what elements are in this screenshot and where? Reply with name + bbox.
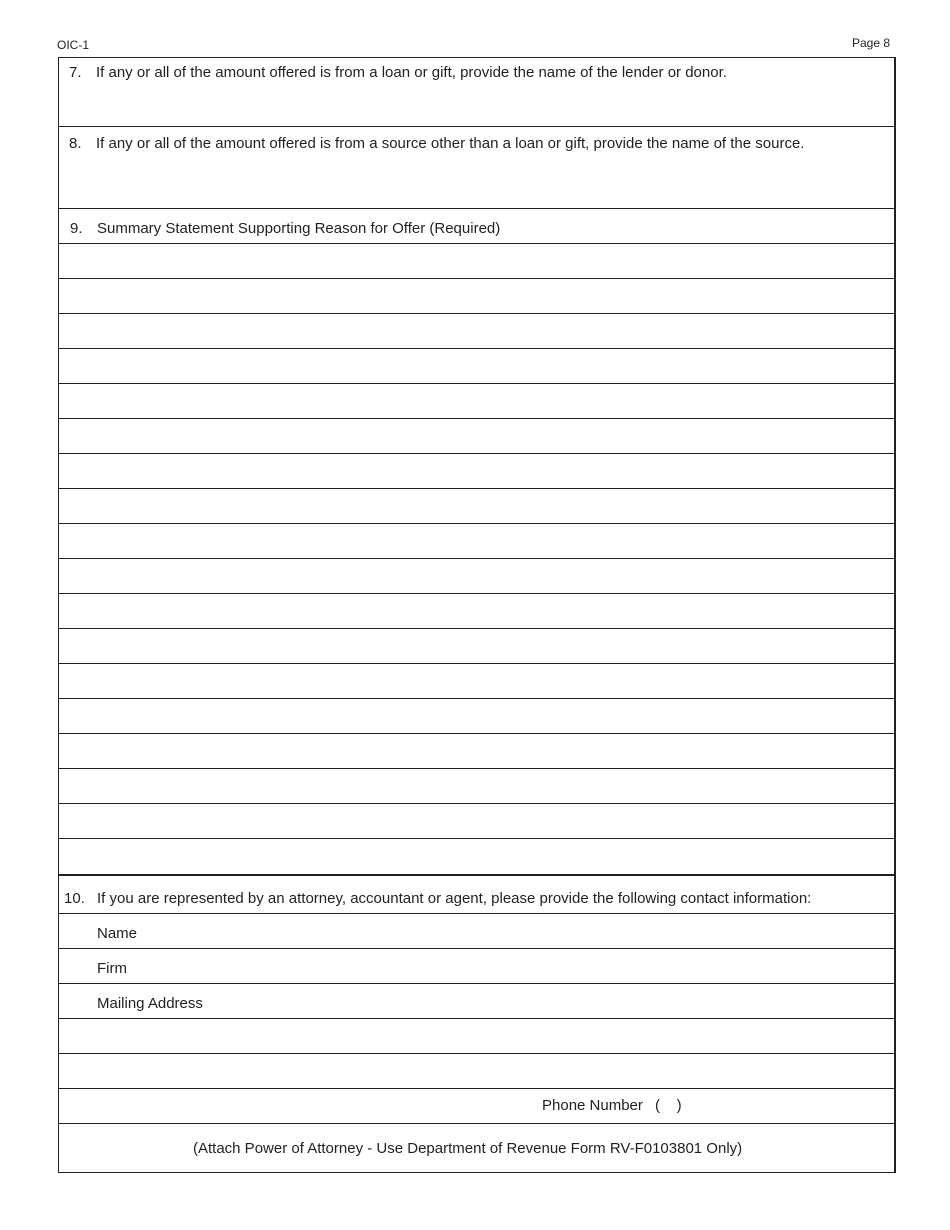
summary-line[interactable]	[59, 419, 894, 453]
summary-line[interactable]	[59, 699, 894, 733]
summary-line[interactable]	[59, 489, 894, 523]
rep-firm-field[interactable]	[59, 949, 894, 983]
q10-text: If you are represented by an attorney, accountant or agent, please provide the following contact information:	[97, 890, 812, 907]
rep-phone-field[interactable]	[689, 1089, 894, 1123]
summary-line[interactable]	[59, 244, 894, 278]
power-of-attorney-note: (Attach Power of Attorney - Use Department of Revenue Form RV-F0103801 Only)	[193, 1140, 743, 1157]
summary-line[interactable]	[59, 559, 894, 593]
q10-number: 10.	[64, 890, 85, 907]
summary-line[interactable]	[59, 804, 894, 838]
summary-line[interactable]	[59, 839, 894, 873]
summary-line[interactable]	[59, 734, 894, 768]
q7-text: If any or all of the amount offered is from a loan or gift, provide the name of the lender or donor.	[96, 64, 727, 81]
name-label: Name	[97, 925, 138, 942]
summary-line[interactable]	[59, 769, 894, 803]
q9-number: 9.	[70, 220, 83, 237]
rep-address-line[interactable]	[59, 1054, 894, 1088]
mailing-address-label: Mailing Address	[97, 995, 203, 1012]
divider	[59, 126, 894, 127]
summary-line[interactable]	[59, 629, 894, 663]
summary-line[interactable]	[59, 664, 894, 698]
q8-number: 8.	[69, 135, 82, 152]
form-table	[58, 57, 896, 1173]
firm-label: Firm	[97, 960, 127, 977]
q8-answer-field[interactable]	[59, 155, 894, 208]
summary-line[interactable]	[59, 524, 894, 558]
page-number: Page 8	[852, 36, 891, 50]
form-id: OIC-1	[57, 38, 90, 52]
q7-answer-field[interactable]	[59, 84, 894, 126]
summary-line[interactable]	[59, 279, 894, 313]
summary-line[interactable]	[59, 454, 894, 488]
rep-name-field[interactable]	[59, 914, 894, 948]
summary-line[interactable]	[59, 594, 894, 628]
divider	[59, 208, 894, 209]
q7-number: 7.	[69, 64, 82, 81]
rep-address-line[interactable]	[59, 1019, 894, 1053]
divider	[59, 1123, 894, 1124]
q9-text: Summary Statement Supporting Reason for Offer (Required)	[97, 220, 501, 237]
summary-line[interactable]	[59, 314, 894, 348]
phone-number-label: Phone Number	[542, 1097, 643, 1114]
summary-line[interactable]	[59, 384, 894, 418]
section-divider	[59, 874, 894, 876]
rep-address-field[interactable]	[59, 984, 894, 1018]
phone-area-code-paren: ( )	[655, 1097, 682, 1114]
q8-text: If any or all of the amount offered is from a source other than a loan or gift, provide the name of the source.	[96, 135, 805, 152]
summary-line[interactable]	[59, 349, 894, 383]
